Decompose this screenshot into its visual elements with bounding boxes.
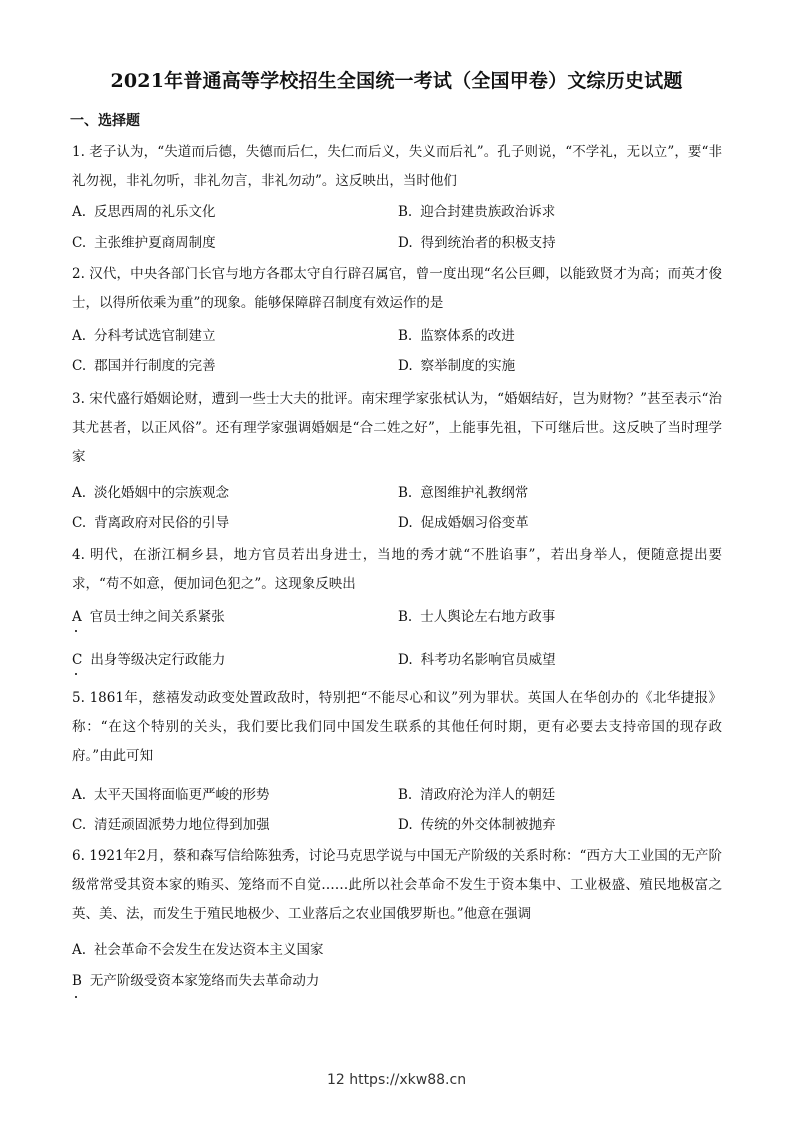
question-4-option-c[interactable] xyxy=(72,650,225,670)
question-6-stem: 6. 1921年2月，蔡和森写信给陈独秀，讨论马克思学说与中国无产阶级的关系时称：“西方大工业国的无产阶级常常受其资本家的贿买、笼络而不自觉……此所以社会革命不发生于资本集中、工业极盛、殖民地极富之英、美、法，而发生于殖民地极少、工业落后之农业国俄罗斯也。”他意在强调 xyxy=(72,848,722,922)
option-label: A xyxy=(72,609,82,625)
option-text: 士人舆论左右地方政事 xyxy=(420,609,556,625)
question-3-stem: 3. 宋代盛行婚姻论财，遭到一些士大夫的批评。南宋理学家张栻认为，“婚姻结好，岂为财物？”甚至表示“治其尤甚者，以正风俗”。还有理学家强调婚姻是“合二姓之好”，上能事先祖，下可继后世。这反映了当时理学家 xyxy=(72,391,722,465)
option-label: D. xyxy=(398,652,413,668)
option-text: 郡国并行制度的完善 xyxy=(94,358,216,374)
stray-dot xyxy=(75,673,77,675)
option-text: 意图维护礼教纲常 xyxy=(420,485,529,501)
option-label: D. xyxy=(398,358,413,374)
question-4-option-d[interactable] xyxy=(398,650,556,670)
option-text: 促成婚姻习俗变革 xyxy=(420,515,529,531)
option-text: 无产阶级受资本家笼络而失去革命动力 xyxy=(89,973,320,989)
option-label: B. xyxy=(398,204,413,220)
question-2-stem: 2. 汉代，中央各部门长官与地方各郡太守自行辟召属官，曾一度出现“名公巨卿，以能致贤才为高；而英才俊士，以得所依乘为重”的现象。能够保障辟召制度有效运作的是 xyxy=(72,266,722,311)
option-text: 监察体系的改进 xyxy=(420,328,515,344)
question-6-option-a[interactable] xyxy=(72,940,324,960)
question-2-option-b[interactable] xyxy=(398,326,515,346)
question-5-stem: 5. 1861年，慈禧发动政变处置政敌时，特别把“不能尽心和议”列为罪状。英国人在华创办的《北华捷报》称：“在这个特别的关头，我们要比我们同中国发生联系的其他任何时期，更有必要去支持帝国的现存政府。”由此可知 xyxy=(72,690,722,764)
option-label: A. xyxy=(72,485,87,501)
option-label: B. xyxy=(398,609,413,625)
question-3-option-b[interactable] xyxy=(398,483,528,503)
option-label: D. xyxy=(398,817,413,833)
question-5-option-a[interactable] xyxy=(72,785,270,805)
page-title: 2021年普通高等学校招生全国统一考试（全国甲卷）文综历史试题 xyxy=(110,70,683,92)
option-text: 官员士绅之间关系紧张 xyxy=(89,609,225,625)
option-text: 社会革命不会发生在发达资本主义国家 xyxy=(94,942,324,958)
question-3-option-d[interactable] xyxy=(398,513,529,533)
question-5-option-c[interactable] xyxy=(72,815,270,835)
question-1-option-b[interactable] xyxy=(398,202,555,222)
option-text: 科考功名影响官员威望 xyxy=(420,652,556,668)
option-label: B. xyxy=(398,787,413,803)
option-label: C. xyxy=(72,235,87,251)
option-text: 分科考试选官制建立 xyxy=(94,328,216,344)
question-1-option-d[interactable] xyxy=(398,233,556,253)
question-1-stem: 1. 老子认为，“失道而后德，失德而后仁，失仁而后义，失义而后礼”。孔子则说，“不学礼，无以立”，要“非礼勿视，非礼勿听，非礼勿言，非礼勿动”。这反映出，当时他们 xyxy=(72,144,722,189)
question-5-option-b[interactable] xyxy=(398,785,555,805)
question-2-option-a[interactable] xyxy=(72,326,216,346)
question-4-option-a[interactable] xyxy=(72,607,225,627)
option-label: A. xyxy=(72,942,87,958)
question-1-option-a[interactable] xyxy=(72,202,216,222)
option-label: C. xyxy=(72,515,87,531)
question-3-option-a[interactable] xyxy=(72,483,229,503)
stray-dot xyxy=(75,630,77,632)
option-text: 太平天国将面临更严峻的形势 xyxy=(94,787,270,803)
option-text: 淡化婚姻中的宗族观念 xyxy=(94,485,230,501)
option-label: A. xyxy=(72,787,87,803)
question-4-stem: 4. 明代，在浙江桐乡县，地方官员若出身进士，当地的秀才就“不胜谄事”，若出身举人，便随意提出要求，“苟不如意，便加词色犯之”。这现象反映出 xyxy=(72,547,722,592)
option-label: B. xyxy=(398,328,413,344)
question-1-option-c[interactable] xyxy=(72,233,216,253)
question-3-option-c[interactable] xyxy=(72,513,229,533)
question-2-option-d[interactable] xyxy=(398,356,515,376)
question-2-option-c[interactable] xyxy=(72,356,216,376)
question-6-option-b[interactable] xyxy=(72,971,319,991)
option-text: 得到统治者的积极支持 xyxy=(420,235,556,251)
option-text: 察举制度的实施 xyxy=(420,358,516,374)
option-text: 传统的外交体制被抛弃 xyxy=(420,817,556,833)
stray-dot xyxy=(75,996,77,998)
option-text: 清政府沦为洋人的朝廷 xyxy=(420,787,556,803)
option-text: 主张维护夏商周制度 xyxy=(94,235,216,251)
option-label: C. xyxy=(72,817,87,833)
page-footer: 12 https://xkw88.cn xyxy=(326,1072,467,1088)
option-label: A. xyxy=(72,328,87,344)
option-label: A. xyxy=(72,204,87,220)
option-label: C xyxy=(72,652,83,668)
option-label: D. xyxy=(398,515,413,531)
option-text: 背离政府对民俗的引导 xyxy=(94,515,230,531)
option-text: 迎合封建贵族政治诉求 xyxy=(420,204,556,220)
option-text: 出身等级决定行政能力 xyxy=(90,652,226,668)
question-4-option-b[interactable] xyxy=(398,607,555,627)
option-label: D. xyxy=(398,235,413,251)
option-label: B xyxy=(72,973,82,989)
option-label: B. xyxy=(398,485,413,501)
option-text: 反思西周的礼乐文化 xyxy=(94,204,216,220)
option-text: 清廷顽固派势力地位得到加强 xyxy=(94,817,270,833)
section-heading: 一、选择题 xyxy=(70,113,140,129)
option-label: C. xyxy=(72,358,87,374)
question-5-option-d[interactable] xyxy=(398,815,556,835)
